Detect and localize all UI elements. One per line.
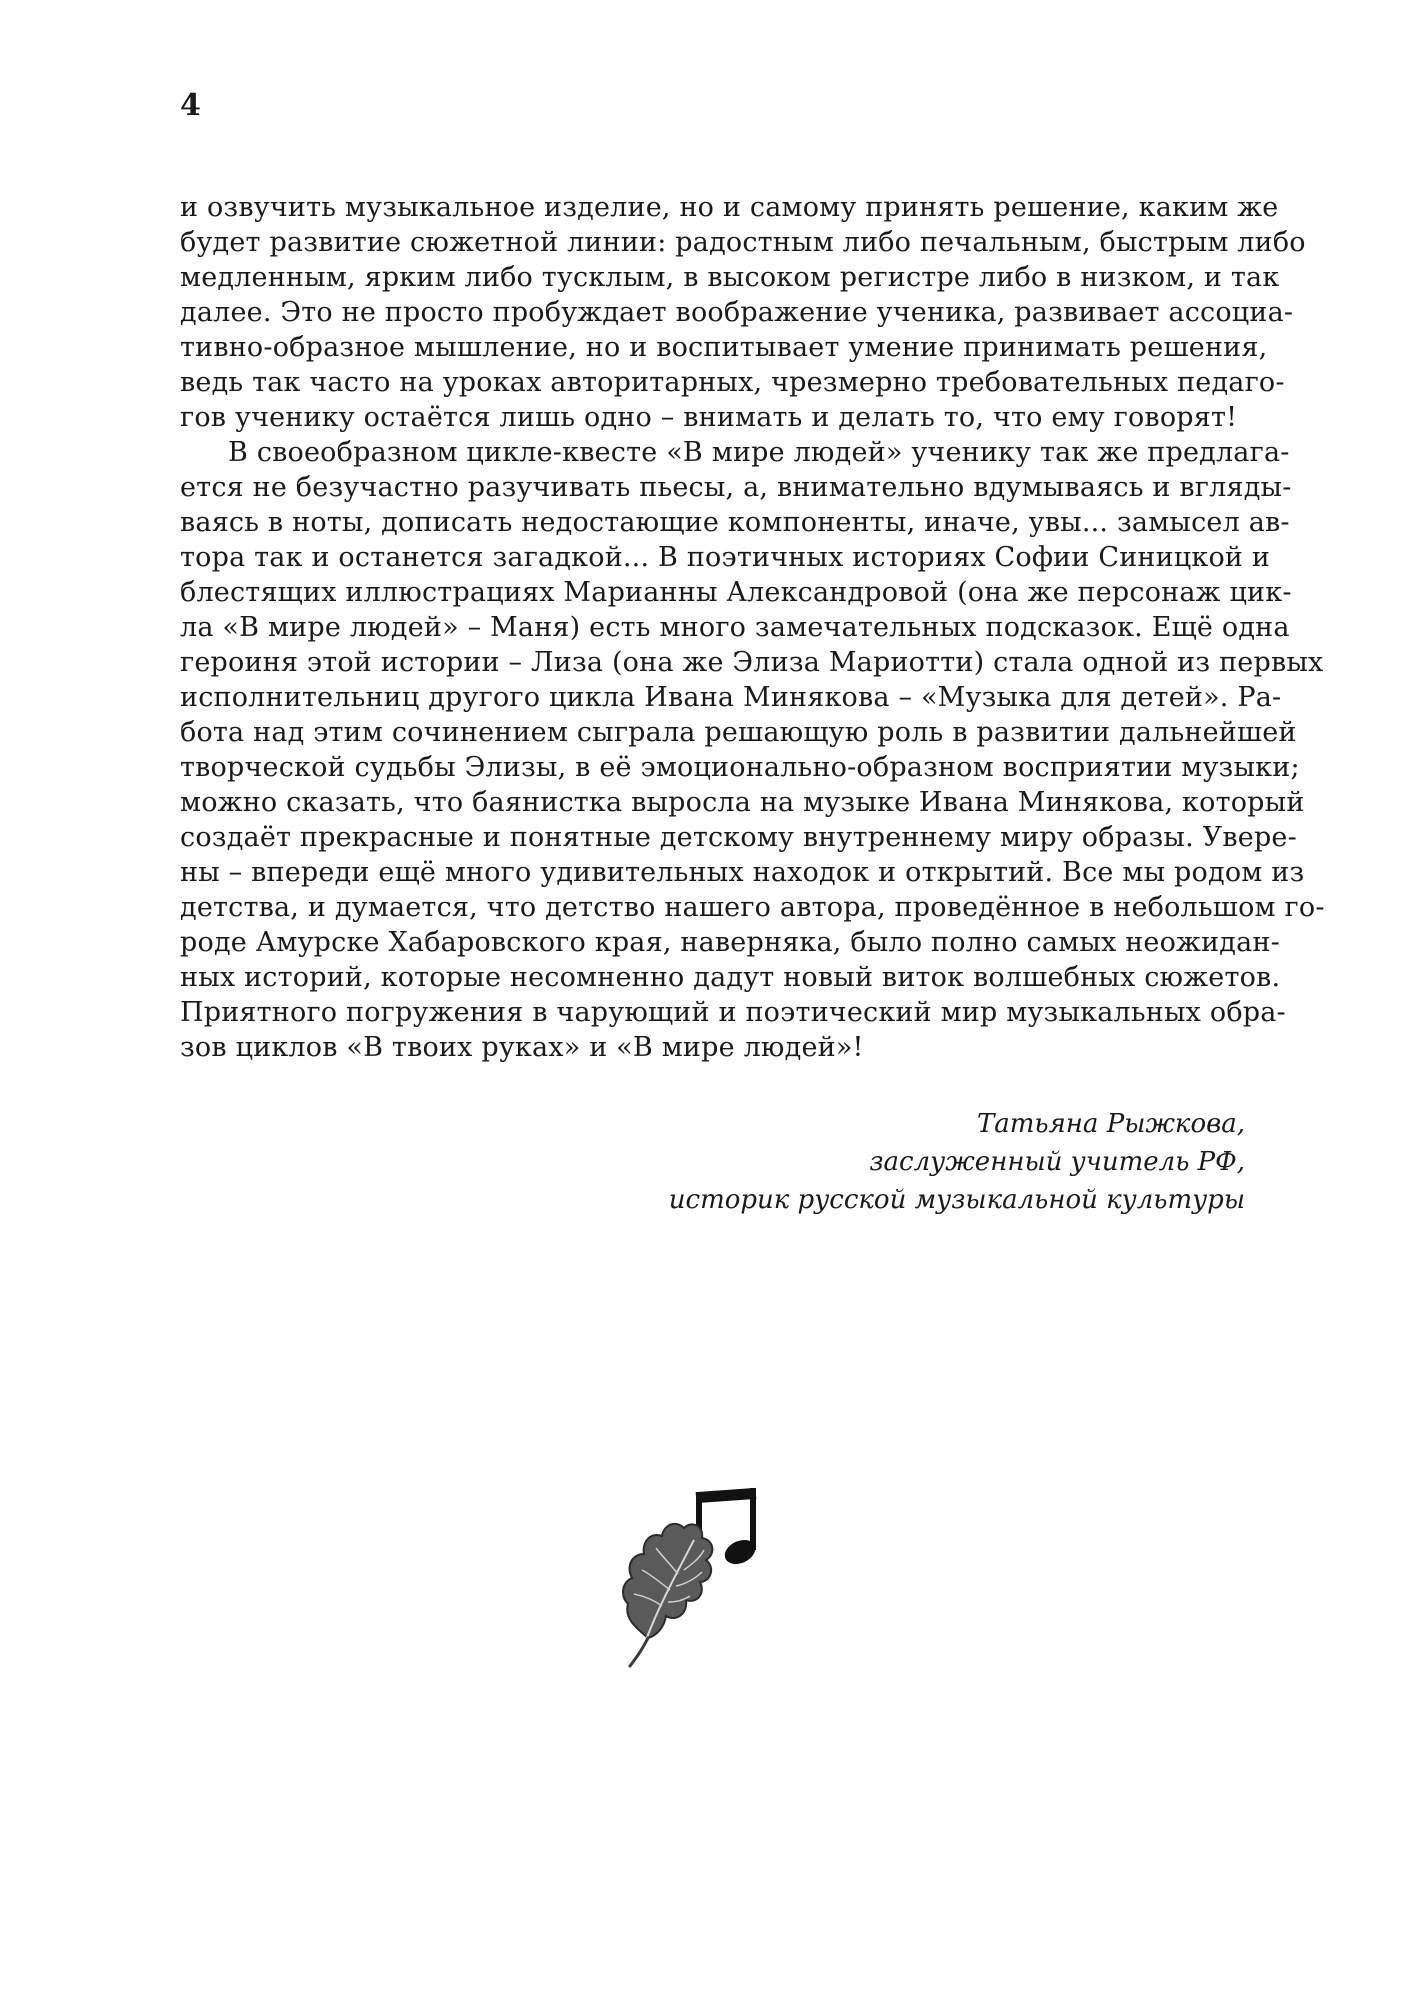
- text-line: создаёт прекрасные и понятные детскому внутреннему миру образы. Увере-: [180, 822, 1297, 853]
- text-line: детства, и думается, что детство нашего автора, проведённое в небольшом го-: [180, 892, 1325, 923]
- text-line: далее. Это не просто пробуждает воображение ученика, развивает ассоциа-: [180, 297, 1294, 328]
- page-number: 4: [180, 88, 201, 123]
- text-line: медленным, ярким либо тусклым, в высоком регистре либо в низком, и так: [180, 262, 1280, 293]
- text-line: ла «В мире людей» – Маня) есть много замечательных подсказок. Ещё одна: [180, 612, 1290, 643]
- oak-leaf-icon: [623, 1524, 712, 1666]
- paragraph-1: [180, 190, 1306, 435]
- author-title: заслуженный учитель РФ,: [869, 1147, 1245, 1177]
- text-line: ваясь в ноты, дописать недостающие компоненты, иначе, увы... замысел ав-: [180, 507, 1290, 538]
- paragraph-2: [180, 435, 1325, 1065]
- text-line: ных историй, которые несомненно дадут новый виток волшебных сюжетов.: [180, 962, 1281, 993]
- text-line: блестящих иллюстрациях Марианны Александровой (она же персонаж цик-: [180, 577, 1292, 608]
- text-line: бота над этим сочинением сыграла решающую роль в развитии дальнейшей: [180, 717, 1297, 748]
- article-body: [180, 190, 1325, 1065]
- text-line: ведь так часто на уроках авторитарных, чрезмерно требовательных педаго-: [180, 367, 1285, 398]
- text-line: В своеобразном цикле-квесте «В мире людей» ученику так же предлага-: [228, 437, 1290, 468]
- text-line: героиня этой истории – Лиза (она же Элиза Мариотти) стала одной из первых: [180, 647, 1324, 678]
- text-line: гов ученику остаётся лишь одно – внимать и делать то, что ему говорят!: [180, 402, 1238, 433]
- text-line: творческой судьбы Элизы, в её эмоционально-образном восприятии музыки;: [180, 752, 1300, 783]
- text-line: исполнительниц другого цикла Ивана Минякова – «Музыка для детей». Ра-: [180, 682, 1282, 713]
- text-line: ны – впереди ещё много удивительных находок и открытий. Все мы родом из: [180, 857, 1305, 888]
- text-line: можно сказать, что баянистка выросла на музыке Ивана Минякова, который: [180, 787, 1305, 818]
- text-line: тивно-образное мышление, но и воспитывает умение принимать решения,: [180, 332, 1268, 363]
- author-title: историк русской музыкальной культуры: [668, 1185, 1245, 1215]
- author-name: Татьяна Рыжкова,: [976, 1109, 1245, 1139]
- text-line: роде Амурске Хабаровского края, наверняка, было полно самых неожидан-: [180, 927, 1280, 958]
- text-line: тора так и останется загадкой... В поэтичных историях Софии Синицкой и: [180, 542, 1271, 573]
- text-line: будет развитие сюжетной линии: радостным либо печальным, быстрым либо: [180, 227, 1306, 258]
- author-signature: [669, 1105, 1245, 1219]
- oak-leaf-music-note-icon: [618, 1478, 768, 1668]
- text-line: зов циклов «В твоих руках» и «В мире людей»!: [180, 1032, 864, 1063]
- text-line: Приятного погружения в чарующий и поэтический мир музыкальных обра-: [180, 997, 1286, 1028]
- text-line: и озвучить музыкальное изделие, но и самому принять решение, каким же: [180, 192, 1279, 223]
- text-line: ется не безучастно разучивать пьесы, а, внимательно вдумываясь и вгляды-: [180, 472, 1292, 503]
